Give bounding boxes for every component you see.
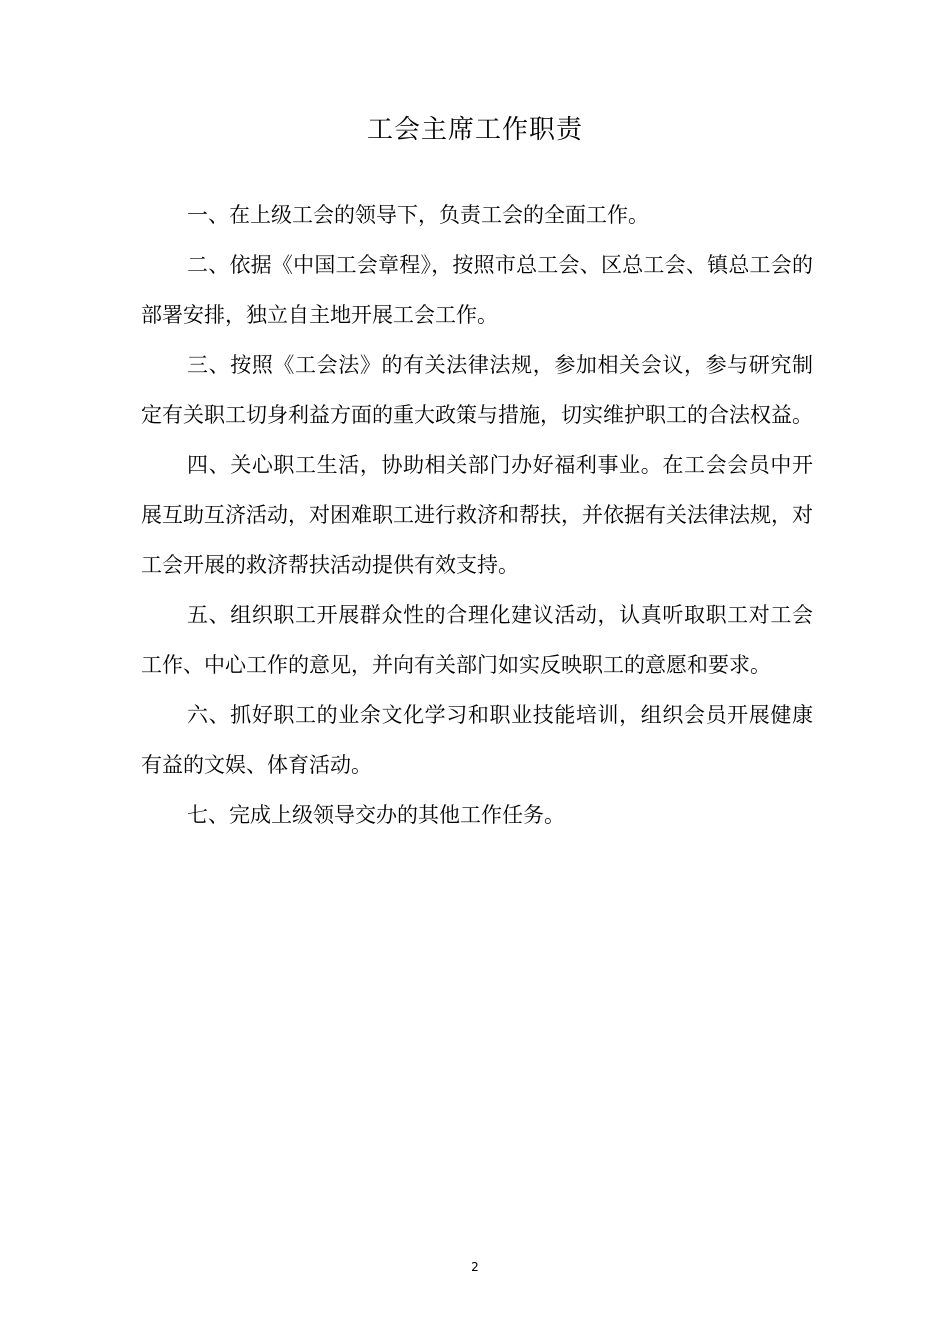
- document-title: 工会主席工作职责: [366, 115, 583, 145]
- document-body: [141, 190, 813, 840]
- duty-item-1: 一、在上级工会的领导下，负责工会的全面工作。: [187, 203, 649, 227]
- duty-item-7: 七、完成上级领导交办的其他工作任务。: [187, 803, 565, 827]
- duty-item-2: 二、依据《中国工会章程》，按照市总工会、区总工会、镇总工会的部署安排，独立自主地开展工会工作。: [141, 253, 813, 327]
- duty-item-5: 五、组织职工开展群众性的合理化建议活动，认真听取职工对工会工作、中心工作的意见，并向有关部门如实反映职工的意愿和要求。: [141, 603, 813, 677]
- page-number: 2: [471, 1260, 479, 1274]
- duty-item-4: 四、关心职工生活，协助相关部门办好福利事业。在工会会员中开展互助互济活动，对困难职工进行救济和帮扶，并依据有关法律法规，对工会开展的救济帮扶活动提供有效支持。: [141, 453, 813, 577]
- duty-item-3: 三、按照《工会法》的有关法律法规，参加相关会议，参与研究制定有关职工切身利益方面的重大政策与措施，切实维护职工的合法权益。: [141, 353, 813, 427]
- duty-item-6: 六、抓好职工的业余文化学习和职业技能培训，组织会员开展健康有益的文娱、体育活动。: [141, 703, 813, 777]
